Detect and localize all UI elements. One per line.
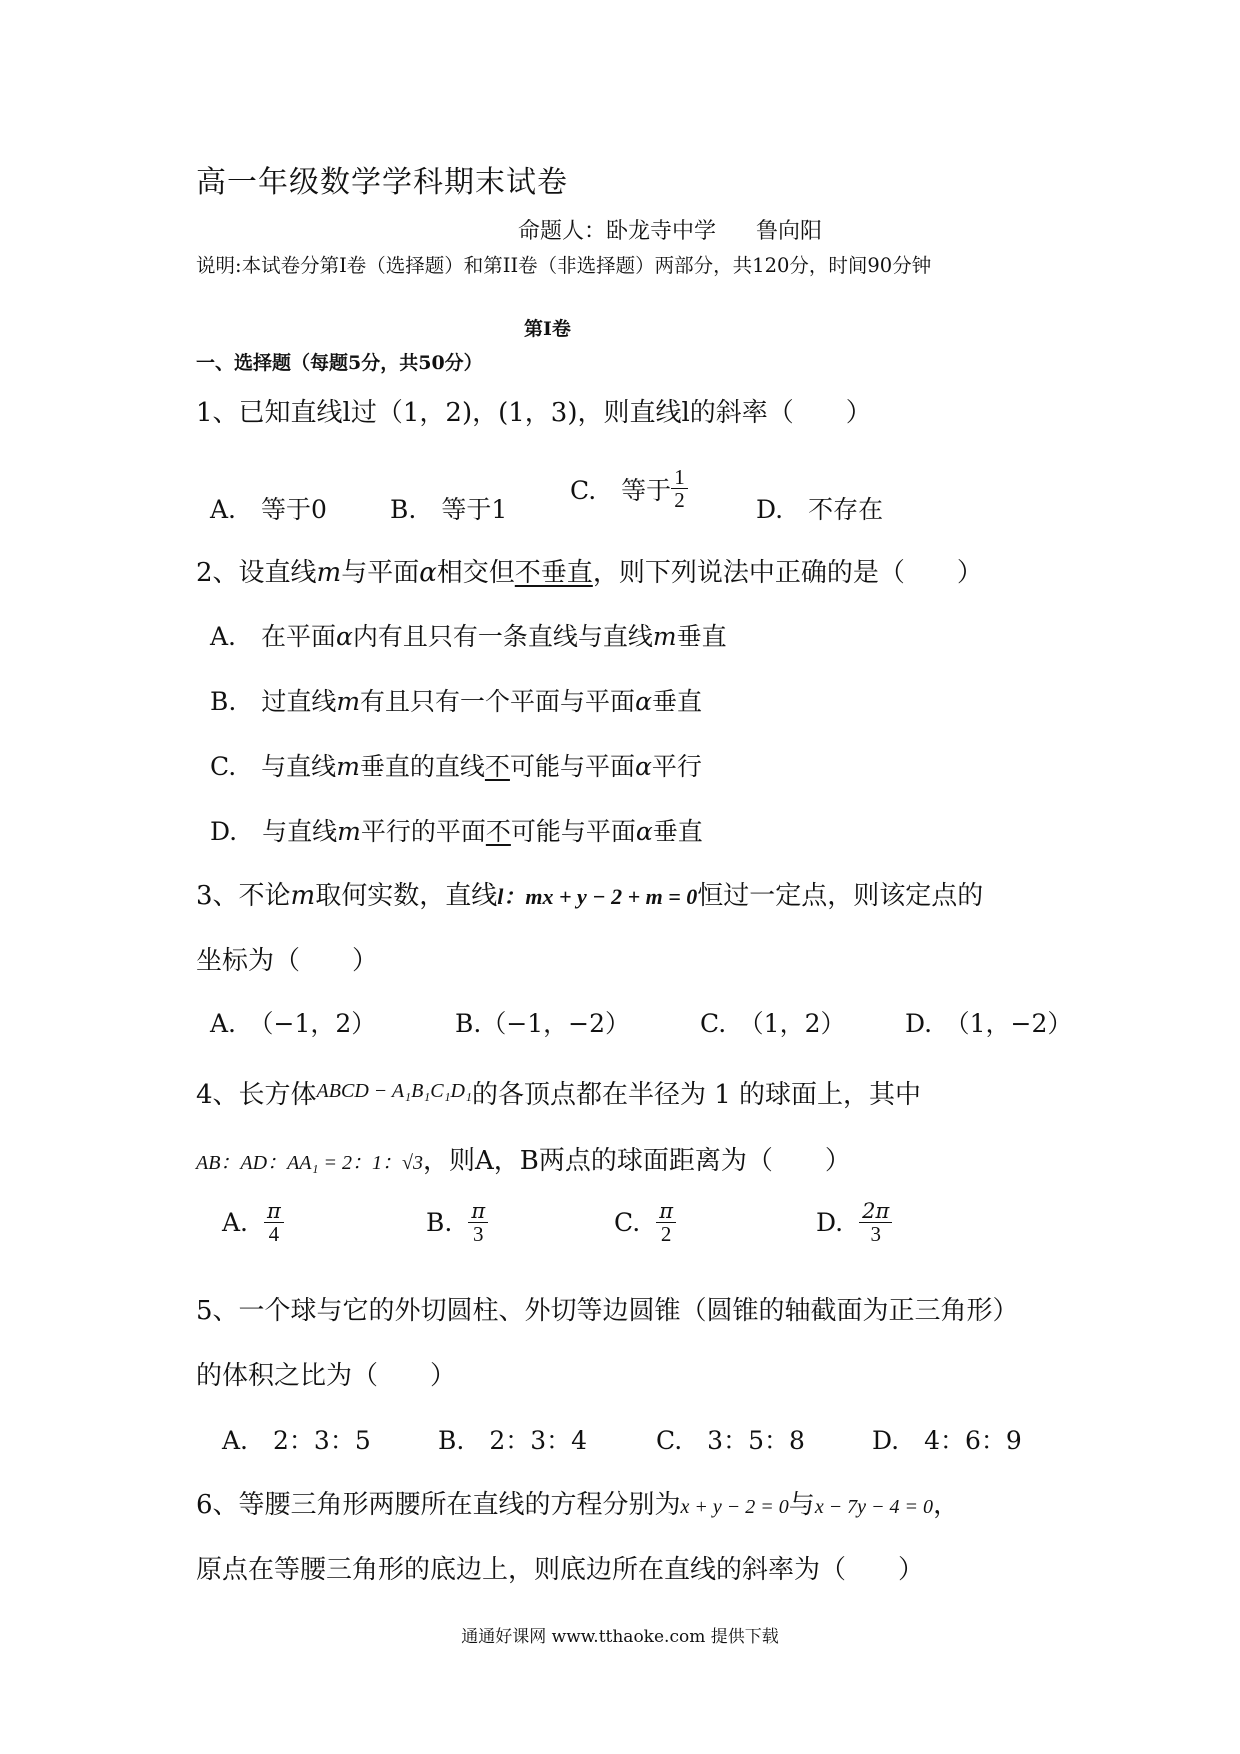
q4c-label: C. (614, 1208, 641, 1238)
q2d-text-2: 平行的平面 (360, 817, 486, 846)
q2b-text-2: 有且只有一个平面与平面 (360, 687, 636, 716)
question-4-option-c (614, 1200, 676, 1245)
q2c-text-1: C. 与直线 (210, 752, 337, 781)
q2d-text-4: 垂直 (652, 817, 703, 846)
question-1-option-c-label: C. 等于 (570, 475, 672, 505)
question-1-option-c (570, 466, 688, 511)
q4b-label: B. (426, 1208, 453, 1238)
fraction-numerator: 2π (859, 1200, 892, 1223)
q2d-text-1: D. 与直线 (210, 817, 338, 846)
question-1-option-a: A. 等于0 (210, 495, 327, 524)
question-3-stem-line-2: 坐标为（ ） (196, 946, 379, 976)
question-5-stem: 5、一个球与它的外切圆柱、外切等边圆锥（圆锥的轴截面为正三角形） (196, 1296, 1019, 1326)
question-1-stem: 1、已知直线l过（1，2)，(1，3)，则直线l的斜率（ ） (196, 398, 872, 428)
question-4-stem-line-2 (196, 1140, 851, 1177)
q2c-underlined-text: 不 (484, 752, 510, 781)
question-2-option-b (210, 682, 702, 718)
exam-title: 高一年级数学学科期末试卷 (196, 165, 568, 200)
q4-text-1: 4、长方体 (196, 1080, 317, 1110)
q3-line-equation: l：mx + y − 2 + m = 0 (497, 884, 698, 909)
q4a-label: A. (222, 1208, 249, 1238)
fraction-pi-over-4 (264, 1200, 284, 1245)
question-1-option-d: D. 不存在 (756, 495, 884, 524)
section-title: 一、选择题（每题5分，共50分） (196, 352, 483, 374)
fraction-numerator: 1 (671, 466, 688, 489)
q4d-label: D. (816, 1208, 844, 1238)
var-alpha: α (635, 687, 652, 716)
question-1-option-b: B. 等于1 (390, 495, 508, 524)
q2c-text-4: 平行 (651, 752, 702, 781)
question-5-option-a: A. 2：3：5 (222, 1426, 371, 1455)
var-alpha: α (634, 752, 652, 781)
q3-text-2: 取何实数，直线 (315, 881, 498, 911)
question-2-option-c (210, 747, 702, 783)
var-alpha: α (336, 622, 353, 651)
question-4-option-b (426, 1200, 488, 1245)
q2c-text-2: 垂直的直线 (359, 752, 485, 781)
q3-text-3: 恒过一定点，则该定点的 (697, 881, 984, 911)
question-6-stem-line-2: 原点在等腰三角形的底边上，则底边所在直线的斜率为（ ） (196, 1555, 925, 1585)
question-4-option-a (222, 1200, 284, 1245)
author-name: 鲁向阳 (756, 219, 823, 244)
q6-text-2: 与 (788, 1490, 815, 1520)
q2-underlined-text: 不垂直 (514, 558, 593, 588)
question-2-stem (196, 552, 983, 589)
question-3-option-a: A. （−1，2） (210, 1009, 377, 1038)
q4-text-3: ，则A，B两点的球面距离为（ ） (422, 1146, 851, 1176)
page-footer: 通通好课网 www.tthaoke.com 提供下载 (461, 1627, 779, 1647)
question-5-stem-line-2: 的体积之比为（ ） (196, 1361, 457, 1391)
q3-text-1: 3、不论 (196, 881, 291, 911)
question-2-option-a (210, 617, 727, 653)
question-5-option-d: D. 4：6：9 (872, 1426, 1022, 1455)
q6-equation-1: x + y − 2 = 0 (680, 1496, 789, 1518)
question-3-option-c: C. （1，2） (700, 1009, 846, 1038)
q6-equation-2: x − 7y − 4 = 0 (814, 1496, 934, 1518)
q2-text-3: 相交但 (436, 558, 515, 588)
fraction-numerator: π (656, 1200, 676, 1223)
var-m: m (290, 881, 316, 911)
q2a-text-3: 垂直 (676, 622, 727, 651)
fraction-numerator: π (468, 1200, 488, 1223)
q2-text-2: 与平面 (341, 558, 420, 588)
q2b-text-3: 垂直 (651, 687, 702, 716)
q4-ratio: AB：AD：AA₁ = 2：1：√3 (196, 1152, 423, 1174)
fraction-2pi-over-3 (859, 1200, 892, 1245)
q6-text-1: 6、等腰三角形两腰所在直线的方程分别为 (196, 1490, 681, 1520)
fraction-denominator: 3 (870, 1222, 881, 1247)
q2d-text-3: 可能与平面 (510, 817, 636, 846)
question-3-option-b: B.（−1，−2） (455, 1009, 631, 1038)
question-3-option-d: D. （1，−2） (905, 1009, 1073, 1038)
fraction-numerator: π (264, 1200, 284, 1223)
question-4-option-d (816, 1200, 892, 1245)
q2c-text-3: 可能与平面 (509, 752, 635, 781)
author-line (518, 214, 822, 245)
q6-text-3: ， (933, 1490, 960, 1520)
var-m: m (337, 817, 361, 846)
q2a-text-1: A. 在平面 (210, 622, 337, 651)
volume-title: 第Ⅰ卷 (524, 318, 571, 340)
question-5-option-c: C. 3：5：8 (656, 1426, 805, 1455)
fraction-one-half (671, 466, 688, 511)
fraction-denominator: 2 (660, 1222, 672, 1247)
q2a-text-2: 内有且只有一条直线与直线 (352, 622, 653, 651)
question-6-stem (196, 1484, 959, 1521)
var-m: m (652, 622, 677, 651)
fraction-denominator: 2 (674, 488, 685, 513)
q4-solid-name: ABCD − A₁B₁C₁D₁ (316, 1080, 472, 1102)
fraction-denominator: 4 (268, 1222, 280, 1247)
var-m: m (336, 687, 361, 716)
var-alpha: α (635, 817, 653, 846)
q4-text-2: 的各顶点都在半径为 1 的球面上，其中 (471, 1080, 922, 1110)
question-2-option-d (210, 812, 703, 848)
var-alpha: α (419, 558, 437, 588)
question-4-stem (196, 1074, 921, 1111)
q2b-text-1: B. 过直线 (210, 687, 337, 716)
fraction-pi-over-2 (656, 1200, 676, 1245)
q2d-underlined-text: 不 (485, 817, 511, 846)
var-m: m (316, 558, 342, 588)
question-3-stem (196, 875, 983, 912)
exam-instructions: 说明:本试卷分第Ⅰ卷（选择题）和第II卷（非选择题）两部分，共120分，时间90分钟 (196, 254, 932, 277)
author-label: 命题人：卧龙寺中学 (518, 219, 717, 244)
q2-text-1: 2、设直线 (196, 558, 317, 588)
q2-text-5: ，则下列说法中正确的是（ ） (592, 558, 983, 588)
var-m: m (336, 752, 360, 781)
fraction-pi-over-3 (468, 1200, 488, 1245)
fraction-denominator: 3 (472, 1222, 484, 1247)
question-5-option-b: B. 2：3：4 (438, 1426, 588, 1455)
